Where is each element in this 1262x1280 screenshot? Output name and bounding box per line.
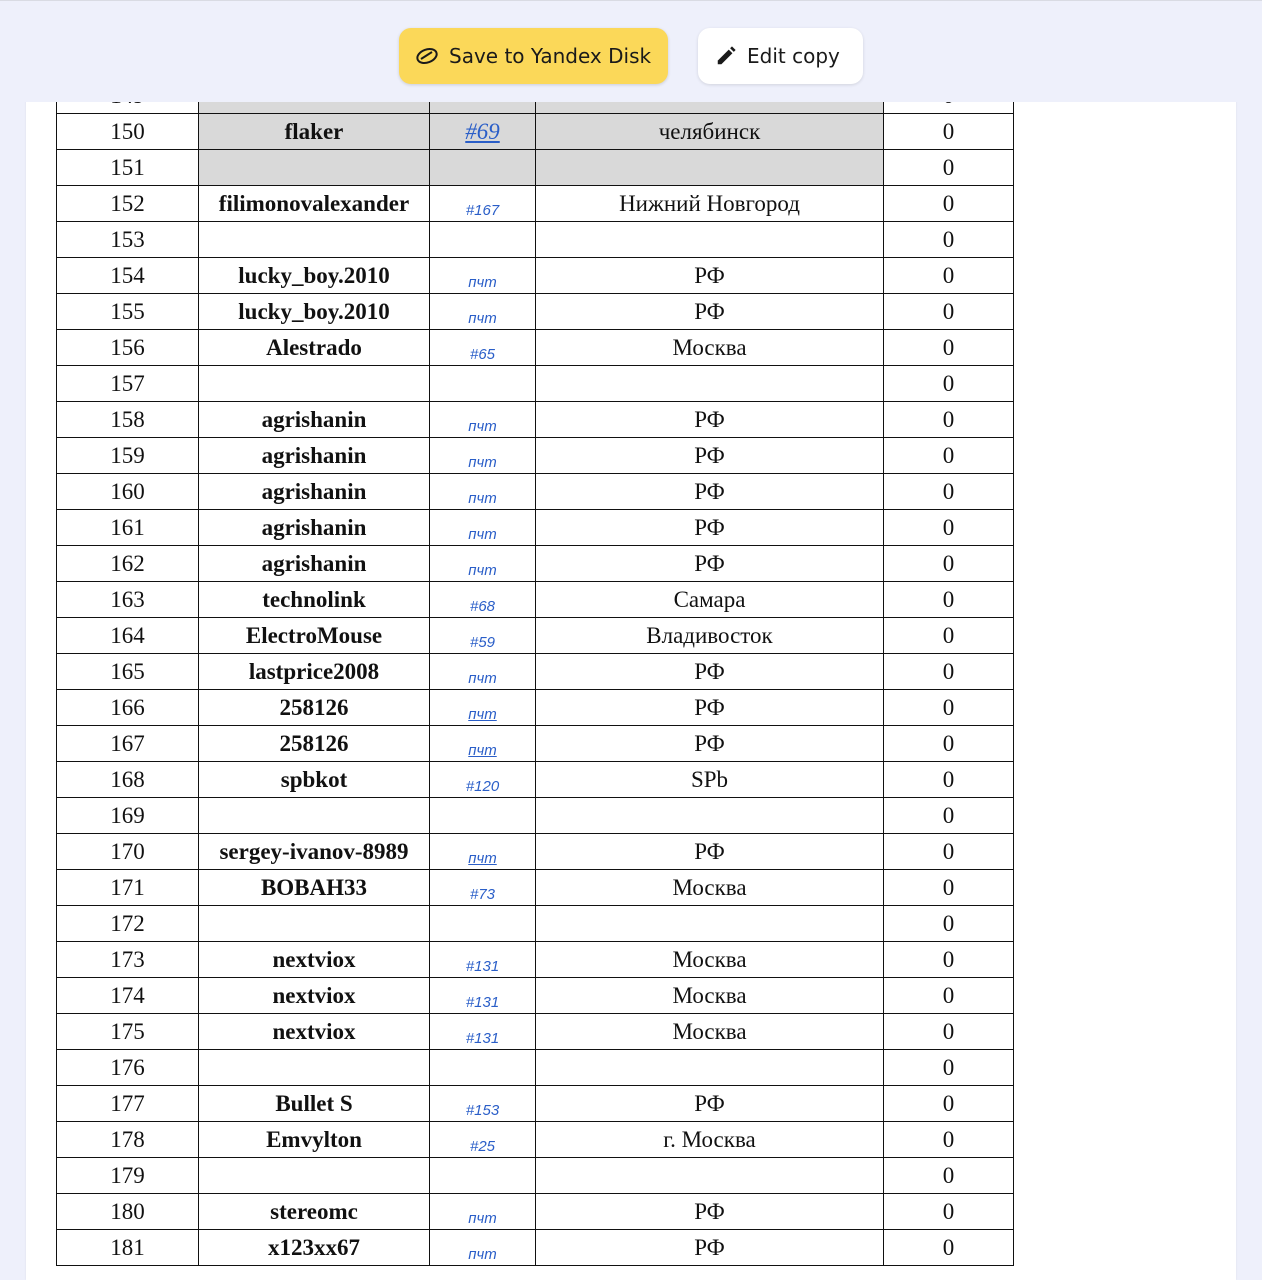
row-number-cell: 152	[57, 186, 199, 222]
city-cell: РФ	[536, 1230, 884, 1266]
reference-link[interactable]: пчт	[468, 1245, 497, 1263]
reference-cell	[430, 726, 536, 762]
city-cell: Владивосток	[536, 618, 884, 654]
reference-link[interactable]: #131	[465, 1029, 500, 1047]
row-number-cell: 159	[57, 438, 199, 474]
value-cell: 0	[884, 582, 1014, 618]
reference-cell	[430, 978, 536, 1014]
nickname-cell: agrishanin	[199, 474, 430, 510]
reference-link[interactable]: #25	[469, 1137, 496, 1155]
row-number-cell: 175	[57, 1014, 199, 1050]
reference-cell	[430, 870, 536, 906]
nickname-cell: x123xx67	[199, 1230, 430, 1266]
reference-link[interactable]: #131	[465, 957, 500, 975]
table-row	[57, 402, 1014, 438]
table-row	[57, 186, 1014, 222]
value-cell: 0	[884, 834, 1014, 870]
reference-cell	[430, 294, 536, 330]
table-row	[57, 1230, 1014, 1266]
city-cell	[536, 150, 884, 186]
reference-link[interactable]: пчт	[468, 309, 497, 327]
table-row	[57, 150, 1014, 186]
reference-link[interactable]: пчт	[468, 489, 497, 507]
reference-cell	[430, 222, 536, 258]
reference-cell	[430, 1158, 536, 1194]
value-cell: 0	[884, 402, 1014, 438]
reference-link[interactable]: #65	[469, 345, 496, 363]
nickname-cell: nextviox	[199, 942, 430, 978]
row-number-cell: 154	[57, 258, 199, 294]
reference-cell	[430, 798, 536, 834]
row-number-cell: 163	[57, 582, 199, 618]
value-cell: 0	[884, 726, 1014, 762]
reference-cell	[430, 1230, 536, 1266]
value-cell: 0	[884, 474, 1014, 510]
table-row	[57, 726, 1014, 762]
value-cell: 0	[884, 438, 1014, 474]
city-cell: Самара	[536, 582, 884, 618]
reference-cell	[430, 1086, 536, 1122]
reference-cell	[430, 1194, 536, 1230]
value-cell: 0	[884, 978, 1014, 1014]
data-table	[56, 77, 1014, 1266]
value-cell: 0	[884, 258, 1014, 294]
reference-cell	[430, 186, 536, 222]
value-cell: 0	[884, 1158, 1014, 1194]
row-number-cell: 165	[57, 654, 199, 690]
reference-cell	[430, 1050, 536, 1086]
reference-cell	[430, 546, 536, 582]
value-cell: 0	[884, 150, 1014, 186]
reference-link[interactable]: пчт	[468, 849, 497, 867]
city-cell: РФ	[536, 1086, 884, 1122]
row-number-cell: 173	[57, 942, 199, 978]
city-cell	[536, 222, 884, 258]
reference-link[interactable]: #68	[469, 597, 496, 615]
city-cell: РФ	[536, 1194, 884, 1230]
nickname-cell	[199, 222, 430, 258]
table-row	[57, 366, 1014, 402]
yandex-disk-icon	[415, 44, 439, 68]
row-number-cell: 150	[57, 114, 199, 150]
table-row	[57, 1122, 1014, 1158]
reference-cell	[430, 114, 536, 150]
table-row	[57, 1050, 1014, 1086]
table-row	[57, 294, 1014, 330]
value-cell: 0	[884, 1086, 1014, 1122]
reference-cell	[430, 366, 536, 402]
row-number-cell: 172	[57, 906, 199, 942]
nickname-cell: ElectroMouse	[199, 618, 430, 654]
value-cell: 0	[884, 762, 1014, 798]
reference-cell	[430, 510, 536, 546]
city-cell: РФ	[536, 726, 884, 762]
city-cell: РФ	[536, 834, 884, 870]
nickname-cell: flaker	[199, 114, 430, 150]
nickname-cell	[199, 1050, 430, 1086]
reference-cell	[430, 438, 536, 474]
table-row	[57, 474, 1014, 510]
nickname-cell: BOBAH33	[199, 870, 430, 906]
reference-link[interactable]: #69	[465, 118, 500, 144]
row-number-cell: 169	[57, 798, 199, 834]
city-cell: РФ	[536, 690, 884, 726]
value-cell: 0	[884, 114, 1014, 150]
row-number-cell: 180	[57, 1194, 199, 1230]
table-row	[57, 1014, 1014, 1050]
reference-link[interactable]: пчт	[468, 705, 497, 723]
value-cell: 0	[884, 1122, 1014, 1158]
city-cell	[536, 366, 884, 402]
reference-cell	[430, 762, 536, 798]
nickname-cell	[199, 906, 430, 942]
spreadsheet-page	[26, 101, 1236, 1280]
city-cell: РФ	[536, 294, 884, 330]
nickname-cell: technolink	[199, 582, 430, 618]
nickname-cell: Bullet S	[199, 1086, 430, 1122]
value-cell: 0	[884, 1014, 1014, 1050]
table-row	[57, 546, 1014, 582]
table-row	[57, 510, 1014, 546]
city-cell: РФ	[536, 510, 884, 546]
table-row	[57, 618, 1014, 654]
value-cell: 0	[884, 510, 1014, 546]
value-cell: 0	[884, 870, 1014, 906]
reference-link[interactable]: пчт	[468, 669, 497, 687]
city-cell: SPb	[536, 762, 884, 798]
value-cell: 0	[884, 366, 1014, 402]
nickname-cell: agrishanin	[199, 510, 430, 546]
row-number-cell: 161	[57, 510, 199, 546]
city-cell: Москва	[536, 870, 884, 906]
city-cell: челябинск	[536, 114, 884, 150]
table-row	[57, 906, 1014, 942]
nickname-cell	[199, 798, 430, 834]
city-cell: г. Москва	[536, 1122, 884, 1158]
row-number-cell: 178	[57, 1122, 199, 1158]
table-row	[57, 798, 1014, 834]
document-toolbar	[0, 0, 1262, 102]
city-cell: РФ	[536, 402, 884, 438]
nickname-cell: nextviox	[199, 978, 430, 1014]
city-cell: РФ	[536, 474, 884, 510]
table-row	[57, 690, 1014, 726]
reference-cell	[430, 654, 536, 690]
nickname-cell: agrishanin	[199, 438, 430, 474]
row-number-cell: 174	[57, 978, 199, 1014]
nickname-cell: filimonovalexander	[199, 186, 430, 222]
city-cell: Москва	[536, 330, 884, 366]
table-row	[57, 258, 1014, 294]
reference-link[interactable]: #131	[465, 993, 500, 1011]
reference-cell	[430, 474, 536, 510]
row-number-cell: 170	[57, 834, 199, 870]
reference-link[interactable]: пчт	[468, 453, 497, 471]
reference-cell	[430, 942, 536, 978]
table-row	[57, 438, 1014, 474]
nickname-cell: 258126	[199, 726, 430, 762]
table-row	[57, 330, 1014, 366]
reference-cell	[430, 150, 536, 186]
value-cell: 0	[884, 186, 1014, 222]
row-number-cell: 151	[57, 150, 199, 186]
reference-cell	[430, 330, 536, 366]
nickname-cell: agrishanin	[199, 546, 430, 582]
value-cell: 0	[884, 906, 1014, 942]
reference-link[interactable]: #153	[465, 1101, 500, 1119]
reference-link[interactable]: пчт	[468, 525, 497, 543]
reference-cell	[430, 582, 536, 618]
nickname-cell: nextviox	[199, 1014, 430, 1050]
reference-cell	[430, 258, 536, 294]
table-row	[57, 1194, 1014, 1230]
table-row	[57, 870, 1014, 906]
row-number-cell: 166	[57, 690, 199, 726]
table-row	[57, 582, 1014, 618]
row-number-cell: 158	[57, 402, 199, 438]
edit-copy-button[interactable]	[698, 28, 863, 84]
save-button-label: Save to Yandex Disk	[449, 44, 652, 68]
reference-cell	[430, 1014, 536, 1050]
pencil-icon	[715, 45, 737, 67]
table-row	[57, 222, 1014, 258]
value-cell: 0	[884, 942, 1014, 978]
table-row	[57, 942, 1014, 978]
row-number-cell: 179	[57, 1158, 199, 1194]
city-cell: Москва	[536, 1014, 884, 1050]
value-cell: 0	[884, 690, 1014, 726]
reference-link[interactable]: #167	[465, 201, 500, 219]
row-number-cell: 167	[57, 726, 199, 762]
reference-link[interactable]: пчт	[468, 741, 497, 759]
city-cell: Москва	[536, 978, 884, 1014]
row-number-cell: 157	[57, 366, 199, 402]
table-row	[57, 978, 1014, 1014]
nickname-cell: Alestrado	[199, 330, 430, 366]
city-cell: РФ	[536, 258, 884, 294]
reference-cell	[430, 402, 536, 438]
nickname-cell: lastprice2008	[199, 654, 430, 690]
city-cell: Нижний Новгород	[536, 186, 884, 222]
city-cell: РФ	[536, 546, 884, 582]
value-cell: 0	[884, 222, 1014, 258]
city-cell	[536, 1158, 884, 1194]
nickname-cell	[199, 366, 430, 402]
table-row	[57, 114, 1014, 150]
save-to-yandex-disk-button[interactable]	[399, 28, 668, 84]
row-number-cell: 153	[57, 222, 199, 258]
row-number-cell: 155	[57, 294, 199, 330]
value-cell: 0	[884, 654, 1014, 690]
value-cell: 0	[884, 798, 1014, 834]
reference-link[interactable]: #59	[469, 633, 496, 651]
row-number-cell: 156	[57, 330, 199, 366]
nickname-cell: sergey-ivanov-8989	[199, 834, 430, 870]
city-cell	[536, 906, 884, 942]
nickname-cell	[199, 1158, 430, 1194]
reference-link[interactable]: пчт	[468, 561, 497, 579]
table-row	[57, 834, 1014, 870]
table-row	[57, 1086, 1014, 1122]
value-cell: 0	[884, 294, 1014, 330]
nickname-cell	[199, 150, 430, 186]
reference-link[interactable]: пчт	[468, 1209, 497, 1227]
nickname-cell: spbkot	[199, 762, 430, 798]
edit-button-label: Edit copy	[747, 44, 840, 68]
row-number-cell: 164	[57, 618, 199, 654]
row-number-cell: 177	[57, 1086, 199, 1122]
table-row	[57, 1158, 1014, 1194]
row-number-cell: 160	[57, 474, 199, 510]
nickname-cell: stereomc	[199, 1194, 430, 1230]
reference-cell	[430, 906, 536, 942]
city-cell	[536, 1050, 884, 1086]
nickname-cell: 258126	[199, 690, 430, 726]
value-cell: 0	[884, 546, 1014, 582]
reference-link[interactable]: #120	[465, 777, 500, 795]
table-row	[57, 762, 1014, 798]
row-number-cell: 171	[57, 870, 199, 906]
nickname-cell: lucky_boy.2010	[199, 294, 430, 330]
row-number-cell: 176	[57, 1050, 199, 1086]
row-number-cell: 168	[57, 762, 199, 798]
nickname-cell: agrishanin	[199, 402, 430, 438]
row-number-cell: 181	[57, 1230, 199, 1266]
nickname-cell: lucky_boy.2010	[199, 258, 430, 294]
reference-link[interactable]: #73	[469, 885, 496, 903]
row-number-cell: 162	[57, 546, 199, 582]
nickname-cell: Emvylton	[199, 1122, 430, 1158]
reference-link[interactable]: пчт	[468, 273, 497, 291]
value-cell: 0	[884, 1050, 1014, 1086]
reference-cell	[430, 1122, 536, 1158]
value-cell: 0	[884, 618, 1014, 654]
city-cell	[536, 798, 884, 834]
reference-cell	[430, 690, 536, 726]
value-cell: 0	[884, 330, 1014, 366]
city-cell: РФ	[536, 654, 884, 690]
reference-cell	[430, 834, 536, 870]
value-cell: 0	[884, 1194, 1014, 1230]
value-cell: 0	[884, 1230, 1014, 1266]
reference-link[interactable]: пчт	[468, 417, 497, 435]
reference-cell	[430, 618, 536, 654]
table-row	[57, 654, 1014, 690]
city-cell: Москва	[536, 942, 884, 978]
city-cell: РФ	[536, 438, 884, 474]
